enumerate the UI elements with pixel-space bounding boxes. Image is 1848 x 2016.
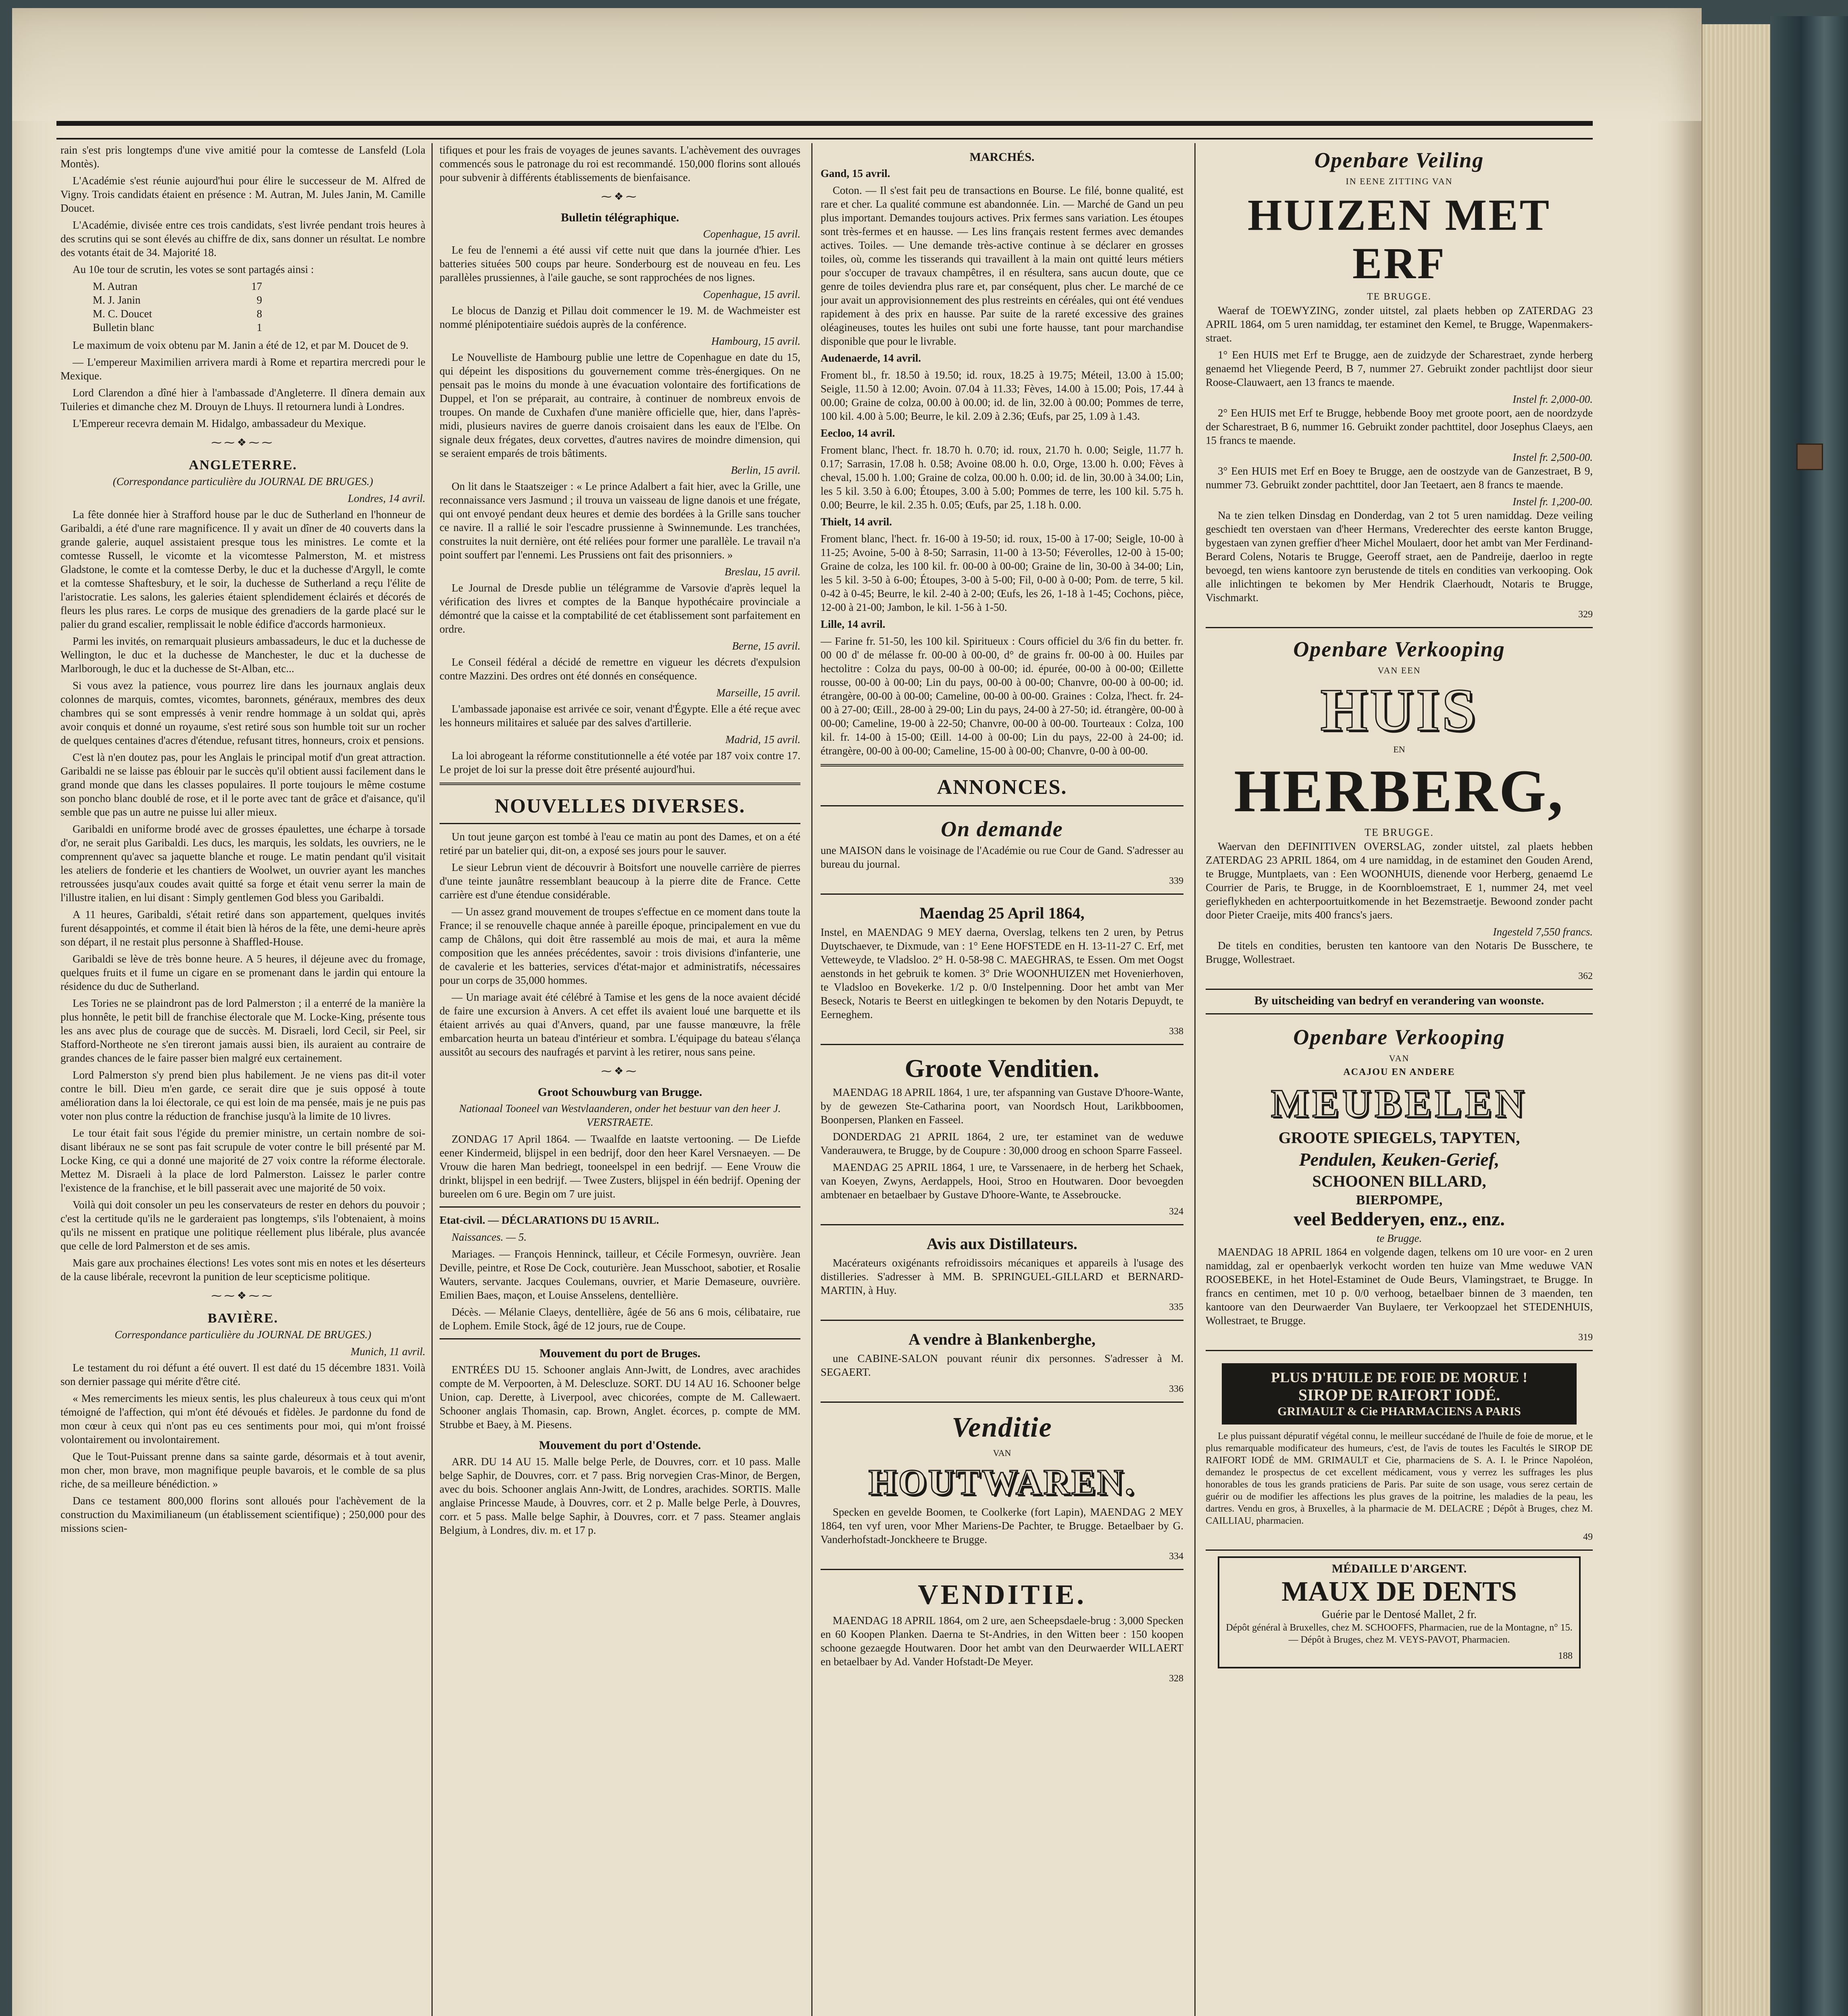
section-heading-schouwburg: Groot Schouwburg van Brugge.: [538, 1085, 702, 1099]
paragraph: Le maximum de voix obtenu par M. Janin a été de 12, et par M. Doucet de 9.: [73, 339, 409, 351]
dateline: Munich, 11 avril.: [350, 1345, 425, 1358]
ad-body: MAENDAG 25 APRIL 1864, 1 ure, te Varssenaere, in de herberg het Schaek, van Koeyen, Zwyns, Aerdappels, Hooi, Stroo en Houtwaren. Door bevoegden ambtenaer en betaelbaer by Gustave D'hoore-Wante, te Assebroucke.: [821, 1161, 1183, 1201]
market-name: Lille, 14 avril.: [821, 618, 885, 630]
paragraph: — Un assez grand mouvement de troupes s'effectue en ce moment dans toute la France; il se renouvelle chaque année à pareille époque, principalement en vue du camp de Châlons, qui doit être rassemblé au mois de mai, et aura la même composition que les années précédentes, savoir : trois divisions d'infanterie, une de cavalerie et les batteries, services d'état-major et administratifs, nécessaires pour un corps de 35,000 hommes.: [440, 906, 800, 986]
ad-title: VENDITIE.: [918, 1579, 1086, 1610]
section-heading-port-ostende: Mouvement du port d'Ostende.: [539, 1439, 701, 1452]
ad-subtitle: TE BRUGGE.: [1365, 827, 1434, 838]
dateline: Breslau, 15 avril.: [725, 566, 800, 578]
ad-body: 3° Een HUIS met Erf en Boey te Brugge, aen de oostzyde van de Ganzestraet, B 9, nummer 73. Gebruikt zonder pachttitel, door Jan Teetaert, aen 8 francs te maende.: [1206, 465, 1593, 491]
vote-row: M. Autran 17: [93, 280, 262, 292]
ad-number: 334: [1169, 1551, 1183, 1562]
paragraph: rain s'est pris longtemps d'une vive amitié pour la comtesse de Lansfeld (Lola Montès).: [60, 144, 425, 170]
paragraph: L'Empereur recevra demain M. Hidalgo, ambassadeur du Mexique.: [73, 417, 366, 429]
section-heading-etat-civil: Etat-civil. — DÉCLARATIONS DU 15 AVRIL.: [440, 1214, 659, 1226]
ad-body: une CABINE-SALON pouvant réunir dix personnes. S'adresser à M. SEGAERT.: [821, 1352, 1183, 1378]
paragraph: ENTRÉES DU 15. Schooner anglais Ann-Jwitt, de Londres, avec arachides compte de M. Verpoorten, à M. Delescluze. SORT. DU 14 AU 16. Schooner belge Union, cap. Derette, à Liverpool, avec chicorées, compte de M. Callewaert. Schooner anglais Thomasin, cap. Brown, Anglet. écorces, p. compte de MM. Strubbe et Baey, à M. Piesens.: [440, 1364, 800, 1431]
ad-number: 335: [1169, 1302, 1183, 1312]
section-heading-marches: MARCHÉS.: [969, 150, 1035, 164]
ad-title: Venditie: [952, 1412, 1052, 1443]
ad-price: Instel fr. 2,000-00.: [1513, 393, 1593, 405]
ad-body: De titels en condities, berusten ten kantoore van den Notaris De Busschere, te Brugge, Wollestraet.: [1206, 939, 1593, 965]
ad-openbare-veiling: [1206, 143, 1593, 628]
dateline: Berne, 15 avril.: [732, 640, 800, 652]
market-name: Thielt, 14 avril.: [821, 516, 892, 528]
ad-title: A vendre à Blankenberghe,: [908, 1330, 1096, 1348]
paragraph: Lord Palmerston s'y prend bien plus habilement. Je ne viens pas dit-il voter contre le bill. Dieu m'en garde, ce serait dire que je suis opposé à toute amélioration dans la loi électorale, ce qui est loin de ma pensée, mais je ne puis pas voter non plus contre la réduction de franchise jusqu'à la limite de 10 livres.: [60, 1069, 425, 1122]
ad-subtitle: VAN: [1389, 1053, 1410, 1063]
column-4: [1206, 143, 1593, 2016]
paragraph: A 11 heures, Garibaldi, s'était retiré dans son appartement, quelques invités furent désappointés, et comme il était bien là héros de la fête, une demi-heure après son départ, il ne restait plus personne à Shaffled-House.: [60, 908, 425, 948]
ad-number: 329: [1578, 609, 1593, 620]
ad-subtitle: Guérie par le Dentosé Mallet, 2 fr.: [1321, 1608, 1477, 1621]
ad-verkooping-meubelen: [1206, 1020, 1593, 1351]
paragraph: Lord Clarendon a dîné hier à l'ambassade d'Angleterre. Il dînera demain aux Tuileries et dimanche chez M. Drouyn de Lhuys. Il retournera lundi à Londres.: [60, 387, 425, 412]
ad-number: 339: [1169, 876, 1183, 886]
paragraph: Si vous avez la patience, vous pourrez lire dans les journaux anglais deux colonnes de marquis, comtes, vicomtes, baronnets, généraux, membres des deux chambres qui se sont empressés à venir rendre hommage à un soldat qui, après avoir conquis et donné un royaume, s'est retiré sous son humble toit sur un rocher de quelques centaines d'acres d'étendue, refusant titres, honneurs, croix et pensions.: [60, 679, 425, 746]
paragraph: Le Nouvelliste de Hambourg publie une lettre de Copenhague en date du 15, qui dépeint les dispositions du gouvernement comme très-énergiques. On ne pensait pas le moins du monde à une évacuation volontaire des fortifications de Duppel, et l'on se préparait, au contraire, à continuer de nombreux envois de troupes. On mande de Cuxhafen d'une manière officielle que, hier, dans l'après-midi, plusieurs navires de guerre danois croisaient dans les eaux de l'Elbe. On signale deux frégates, deux corvettes, d'autres navires de moindre dimension, qui se seraient emparés de trois bâtiments.: [440, 351, 800, 459]
paragraph: Le testament du roi défunt a été ouvert. Il est daté du 15 décembre 1831. Voilà son dernier passage qui mérite d'être cité.: [60, 1362, 425, 1387]
paragraph: Le feu de l'ennemi a été aussi vif cette nuit que dans la journée d'hier. Les batteries situées 500 coups par heure. Sonderbourg est de nouveau en feu. Les parallèles prussiennes, à l'aile gauche, se sont rapprochées de nos lignes.: [440, 244, 800, 283]
section-rule: [440, 823, 800, 824]
ad-title: HERBERG,: [1234, 758, 1565, 825]
ad-title: HUIZEN MET ERF: [1247, 190, 1551, 288]
dateline: Berlin, 15 avril.: [731, 464, 800, 476]
ad-title: Openbare Veiling: [1314, 148, 1484, 172]
ad-price: Instel fr. 1,200-00.: [1513, 496, 1593, 508]
paragraph: Le sieur Lebrun vient de découvrir à Boitsfort une nouvelle carrière de pierres d'une teinte jaunâtre ressemblant beaucoup à la pierre dite de France. Cette carrière est d'une étendue considérable.: [440, 861, 800, 901]
paragraph: ARR. DU 14 AU 15. Malle belge Perle, de Douvres, corr. et 10 pass. Malle belge Saphir, de Douvres, corr. et 7 pass. Brig norvegien Cras-Minor, de Bergen, avec du bois. Schooner anglais Ann-Jwitt, de Londres, arachides. SORTIS. Malle anglaise Princesse Maude, à Douvres, corr. et 2 p. Malle belge Perle, à Douvres, corr. et 5 pass. Malle belge Saphir, à Douvres, corr. et 7 pass. Steamer anglais Belgium, à Londres, div. m. et 17 p.: [440, 1456, 800, 1536]
ad-price: Instel fr. 2,500-00.: [1513, 451, 1593, 463]
column-1: [60, 143, 425, 2016]
ad-body: Na te zien telken Dinsdag en Donderdag, van 2 tot 5 uren namiddag. Deze veiling geschiedt ten overstaen van d'heer Hermans, Vrederechter des eerste kanton Brugge, bygestaen van zynen greffier d'heer Michel Moulaert, door het ambt van Mer Ferdinand-Berard Colens, Notaris te Brugge, Geeroff straet, aen de Pandreije, daerloo in regte bevoegd, ten wiens kantoore zyn berustende de titels en condities van verkooping. Ook alle inlichtingen te bekomen by Mer Hendrik Claerhoudt, Notaris te Brugge, Vischmarkt.: [1206, 509, 1593, 604]
ad-number: 324: [1169, 1206, 1183, 1217]
ad-line: BIERPOMPE,: [1356, 1193, 1443, 1208]
ad-title: HOUTWAREN.: [868, 1462, 1136, 1502]
vote-row: M. J. Janin 9: [93, 294, 262, 306]
paragraph: « Mes remerciments les mieux sentis, les plus chaleureux à tous ceux qui m'ont témoigné de l'affection, qui m'ont été dévoués et fidèles. Je pardonne du fond de mon cœur à ceux qui n'ont pas eu ces sentiments pour moi, qui m'ont froissé volontairement ou involontairement.: [60, 1392, 425, 1445]
column-3: [821, 143, 1183, 2016]
banner-line: PLUS D'HUILE DE FOIE DE MORUE !: [1271, 1369, 1528, 1385]
section-rule: [440, 1206, 800, 1208]
section-rule: [821, 764, 1183, 766]
paragraph: — L'empereur Maximilien arrivera mardi à Rome et repartira mercredi pour le Mexique.: [60, 356, 425, 382]
section-rule: [440, 783, 800, 785]
ad-subtitle: ACAJOU EN ANDERE: [1343, 1067, 1455, 1077]
ad-body: 1° Een HUIS met Erf te Brugge, aen de zuidzyde der Scharestraet, zynde herberg genaemd het Vliegende Peerd, B 7, nummer 27. Gebruikt zonder pachtlijst door sieur Roose-Clauwaert, aen 13 francs te maende.: [1206, 349, 1593, 388]
market-name: Gand, 15 avril.: [821, 167, 890, 179]
ornament-divider: ⁓⁓❖⁓⁓: [211, 1290, 275, 1302]
section-heading-angleterre: ANGLETERRE.: [189, 458, 297, 473]
paragraph: L'Académie, divisée entre ces trois candidats, s'est livrée pendant trois heures à des scrutins qui se sont élevés au chiffre de dix, sans donner un résultat. Le nombre des votants était de 34. Majorité 18.: [60, 219, 425, 258]
ad-subtitle: EN: [1393, 744, 1405, 754]
ad-line: SCHOONEN BILLARD,: [1312, 1172, 1486, 1190]
ad-body: MAENDAG 18 APRIL 1864, om 2 ure, aen Scheepsdaele-brug : 3,000 Specken en 60 Koopen Planken. Daerna te St-Andries, in den Witten beer : 150 koopen schoone gezaegde Houtwaren. Door het ambt van den Deurwaerder WILLAERT en betaelbaer by Ad. Vander Hofstadt-De Meyer.: [821, 1614, 1183, 1668]
ad-banner: [1222, 1363, 1577, 1425]
ad-title: MAUX DE DENTS: [1281, 1576, 1517, 1607]
ad-title: MEUBELEN: [1271, 1081, 1528, 1126]
ad-number: 362: [1578, 971, 1593, 981]
ad-maendag: [821, 899, 1183, 1045]
ad-title: Openbare Verkooping: [1293, 637, 1505, 661]
paragraph: L'ambassade japonaise est arrivée ce soir, venant d'Égypte. Elle a été reçue avec les honneurs militaires et saluée par des salves d'artillerie.: [440, 703, 800, 729]
ad-line: Pendulen, Keuken-Gerief,: [1299, 1149, 1500, 1170]
ad-body: Waervan den DEFINITIVEN OVERSLAG, zonder uitstel, zal plaets hebben ZATERDAG 23 APRIL 1864, om 4 ure namiddag, in de estaminet den Gouden Arend, te Brugge, Muntplaets, van : Een WOONHUIS, dienende voor Herberg, genaemd Le Courrier de Paris, te Brugge, in de Koornbloemstraet, E 1, nummer 24, met veel gerieflykheden en achterpoortuitkomende in het Bezemstraetje. Bewoond zonder pacht door Pieter Craeije, mits 400 francs's jaers.: [1206, 840, 1593, 921]
dispatch: [440, 565, 800, 636]
page-stack-edge: [1702, 24, 1771, 2016]
ad-line: veel Bedderyen, enz., enz.: [1294, 1208, 1505, 1230]
header-rule: [56, 121, 1593, 140]
paragraph: Naissances. — 5.: [452, 1231, 527, 1243]
paragraph: Le tour était fait sous l'égide du premier ministre, un certain nombre de soi-disant libéraux ne se sont pas fait scrupule de voter contre le bill présenté par M. Locke King, ce qui a donné une majorité de 27 voix contre la réforme électorale. Mettez M. Disraeli à la place de lord Palmerston. Laissez le parler contre l'existence de la franchise, et le bill passerait avec une majorité de 50 voix.: [60, 1127, 425, 1194]
paragraph: Dans ce testament 800,000 florins sont alloués pour l'achèvement de la construction du Maximilianeum (un établissement scientifique) ; 250,000 pour des missions scien-: [60, 1495, 425, 1534]
ad-body: une MAISON dans le voisinage de l'Académie ou rue Cour de Gand. S'adresser au bureau du journal.: [821, 844, 1183, 870]
paragraph: Garibaldi en uniforme brodé avec de grosses épaulettes, une écharpe à torsade d'or, ne serait plus Garibaldi. Les ducs, les marquis, les soldats, les ouvriers, ne le comprennent qu'avec sa jaquette blanche et rouge. Le matin pendant qu'il visitait les ateliers de fonderie et les chantiers de Woolwet, un ouvrier ayant les manches retroussées jusqu'aux coudes avait quitté sa forge et était venu serrer la main de l'illustre italien, en lui disant : Simply gentlemen God bless you Garibaldi.: [60, 823, 425, 904]
paragraph: ZONDAG 17 April 1864. — Twaalfde en laatste vertooning. — De Liefde eener Kindermeid, blijspel in een bedrijf, door den heer Karel Versnaeyen. — De Vrouw die haren Man bedriegt, tooneelspel in een bedrijf. — Eene Vrouw die drinkt, blijspel in een bedrijf. — Twee Zusters, blijspel in één bedrijf. Opening der bureelen om 6 ure. Begin om 7 ure juist.: [440, 1133, 800, 1200]
column-rule-2: [811, 143, 813, 2016]
dateline: Madrid, 15 avril.: [725, 733, 800, 746]
ad-maux-de-dents: [1218, 1556, 1581, 1668]
ad-avis-distillateurs: [821, 1229, 1183, 1321]
paragraph: On lit dans le Staatszeiger : « Le prince Adalbert a fait hier, avec la Grille, une reconnaissance vers Jasmund ; il trouva un vaisseau de ligne danois et une frégate, qui ont envoyé pendant deux heures et demie des bordées à la Grille sans toucher ce navire. Il a rallié le soir l'escadre prussienne à Swinnemunde. Les tranchées, construites la nuit dernière, ont été reliées pour former une parallèle. Le travail n'a point souffert par l'ennemi. Les Prussiens ont fait des prisonniers. »: [440, 480, 800, 561]
paragraph: tifiques et pour les frais de voyages de jeunes savants. L'achèvement des ouvrages commencés sous le patronage du roi est recommandé. 150,000 florins sont alloués pour subvenir à différents établissements de bienfaisance.: [440, 144, 800, 183]
ad-verkooping-huis-herberg: [1206, 632, 1593, 990]
ad-sirop-raifort: [1206, 1355, 1593, 1551]
ad-body: 2° Een HUIS met Erf te Brugge, hebbende Booy met groote poort, aen de noordzyde der Scharestraet, B 6, nummer 16. Gebruikt zonder pachttitel, door Josephus Claeys, aen 15 francs te maende.: [1206, 407, 1593, 446]
ad-on-demande: [821, 812, 1183, 895]
dispatch: [440, 287, 800, 331]
ad-venditie-2: [821, 1574, 1183, 1691]
ornament-divider: ⁓❖⁓: [601, 1065, 639, 1077]
dateline: Londres, 14 avril.: [348, 492, 425, 504]
ad-title: Groote Venditien.: [904, 1054, 1100, 1083]
section-subheading: Correspondance particulière du JOURNAL DE BRUGES.): [115, 1329, 371, 1341]
dispatch: [440, 733, 800, 776]
ad-subtitle: IN EENE ZITTING VAN: [1346, 176, 1453, 186]
vote-row: M. C. Doucet 8: [93, 308, 262, 320]
ad-number: 49: [1583, 1532, 1593, 1542]
section-heading-bulletin: Bulletin télégraphique.: [560, 211, 679, 224]
vote-row: Bulletin blanc 1: [93, 321, 262, 333]
dispatch: [440, 639, 800, 683]
column-rule-3: [1194, 143, 1196, 2016]
dateline: Marseille, 15 avril.: [716, 687, 800, 699]
dateline: Copenhague, 15 avril.: [703, 288, 800, 300]
ad-subtitle: VAN: [993, 1448, 1011, 1458]
ad-body: MAENDAG 18 APRIL 1864 en volgende dagen, telkens om 10 ure voor- en 2 uren namiddag, zal er openbaerlyk verkocht worden ten huize van Mme weduwe VAN ROOSEBEKE, in het Hotel-Estaminet de Oude Beurs, Vlamingstraet, te Brugge. In francs en centimen, met 10 p. 0/0 verhoog, betaelbaer binnen de 3 maenden, ten kantoore van den Deurwaerder Van Buylaere, ter Verkoopzael het STEDENHUIS, Wollestraet, te Brugge.: [1206, 1246, 1593, 1327]
ad-title: Avis aux Distillateurs.: [927, 1235, 1077, 1253]
dispatch: [440, 463, 800, 562]
paragraph: Garibaldi se lève de très bonne heure. A 5 heures, il déjeune avec du fromage, quelques fruits et il fume un cigare en se promenant dans le jardin qui entoure la résidence du duc de Sutherland.: [60, 953, 425, 992]
dispatch: [440, 686, 800, 729]
section-heading-annonces: ANNONCES.: [937, 776, 1067, 799]
ad-body: Specken en gevelde Boomen, te Coolkerke (fort Lapin), MAENDAG 2 MEY 1864, ten vyf uren, voor Mher Mariens-De Pachter, te Brugge. Betaelbaer by G. Vanderhofstadt-Jonckheere te Brugge.: [821, 1506, 1183, 1545]
paragraph: Voilà qui doit consoler un peu les conservateurs de rester en dehors du pouvoir ; c'est la certitude qu'ils ne le garderaient pas longtemps, s'ils l'obtenaient, à moins qu'ils ne missent en pratique une politique réellement plus libérale, plus avancée que celle de lord Palmerston et de ses amis.: [60, 1199, 425, 1252]
section-rule: [821, 805, 1183, 806]
market-name: Eecloo, 14 avril.: [821, 427, 895, 439]
dateline: Hambourg, 15 avril.: [711, 335, 800, 347]
market-prices: Froment bl., fr. 18.50 à 19.50; id. roux, 18.25 à 19.75; Méteil, 13.00 à 15.00; Seigle, 11.50 à 12.00; Avoin. 07.04 à 11.33; Fèves, 14.00 à 15.00; Pois, 17.44 à 00.00; Graine de colza, 00.00 à 00.00; id. de lin, 32.00 à 00.00; Pommes de terre, 100 kil. 4.00 à 5.00; Beurre, le kil. 2.09 à 2.36; Œufs, par 25, 1.09 à 1.43.: [821, 369, 1183, 422]
ad-body: Macérateurs oxigénants refroidissoirs mécaniques et appareils à l'usage des distilleries. S'adresser à MM. B. SPRINGUEL-GILLARD et BERNARD-MARTIN, à Huy.: [821, 1257, 1183, 1296]
banner-line: GRIMAULT & Cie PHARMACIENS A PARIS: [1277, 1405, 1521, 1418]
ad-body: Le plus puissant dépuratif végétal connu, le meilleur succédané de l'huile de foie de morue, et le plus remarquable modificateur des humeurs, c'est, de l'avis de toutes les Facultés le SIROP DE RAIFORT IODÉ de MM. GRIMAULT et Cie, pharmaciens de S. A. I. le Prince Napoléon, demandez le prospectus de cet excellent médicament, vous y verrez les suffrages les plus honorables de tous les grands praticiens de Paris. Par suite de son usage, vous serez certain de guérir ou de modifier les affections les plus graves de la poitrine, les maladies de la peau, les dartres. Vendu en gros, à Bruxelles, à la pharmacie de M. DELACRE ; Dépôt à Bruges, chez M. CAILLIAU, pharmacien.: [1206, 1431, 1593, 1526]
ad-price: Ingesteld 7,550 francs.: [1493, 926, 1593, 938]
ad-note: By uitscheiding van bedryf en verandering van woonste.: [1254, 994, 1544, 1007]
market-prices: — Farine fr. 51-50, les 100 kil. Spiritueux : Cours officiel du 3/6 fin du better. fr. 00 00 d' de mélasse fr. 00-00 à 00-00, d° de grains fr. 00-00 à 00. Huiles par hectolitre : Colza du pays, 00-00 à 00-00; id. épurée, 00-00 à 00-00; Œillette rousse, 00-00 à 00-00; Lin du pays, 00-00 à 00-00; Chanvre, 00-00 à 00-00; id. étrangère, 00-00 à 00-00; Cameline, 00-00 à 00-00. Graines : Colza, l'hect. fr. 24-00 à 27-00; Œill., 28-00 à 29-00; Lin du pays, 24-00 à 27-50; id. étrangère, 00-00 à 00-00; Cameline, 19-00 à 22-50; Chanvre, 00-00 à 00-00. Tourteaux : Colza, 100 kil. fr. 14-00 à 15-00; Œill. 14-00 à 00-00; Lin du pays, 22-00 à 24-00; id. étrangère, 00-00 à 00-00; Cameline, 15-00 à 00-00; Chanvre, 0-00 à 00-00.: [821, 635, 1183, 757]
paragraph: Mariages. — François Henninck, tailleur, et Cécile Formesyn, ouvrière. Jean Deville, peintre, et Rose De Cock, couturière. Jean Musschoot, sabotier, et Rosalie Wauters, servante. Jacques Coulemans, ouvrier, et Marie Demaseure, ouvrière. Emilien Baes, maçon, et Louise Ansselens, dentellière.: [440, 1248, 800, 1301]
ad-number: 338: [1169, 1026, 1183, 1037]
ad-venditie-houtwaren: [821, 1407, 1183, 1570]
paragraph: Un tout jeune garçon est tombé à l'eau ce matin au pont des Dames, et on a été retiré par un batelier qui, dit-on, a exposé ses jours pour le sauver.: [440, 831, 800, 856]
ad-subtitle: te Brugge.: [1376, 1232, 1422, 1244]
section-subheading: (Correspondance particulière du JOURNAL DE BRUGES.): [113, 475, 373, 487]
section-rule: [1206, 1013, 1593, 1014]
ad-title: On demande: [941, 817, 1063, 841]
ad-body: Waeraf de TOEWYZING, zonder uitstel, zal plaets hebben op ZATERDAG 23 APRIL 1864, om 5 uren namiddag, ter estaminet den Kemel, te Brugge, Wapenmakers-straet.: [1206, 304, 1593, 344]
ad-subtitle: VAN EEN: [1377, 665, 1421, 675]
ad-subtitle: TE BRUGGE.: [1367, 292, 1431, 302]
dateline: Copenhague, 15 avril.: [703, 228, 800, 240]
dispatch: [440, 227, 800, 284]
ad-body: Dépôt général à Bruxelles, chez M. SCHOOFFS, Pharmacien, rue de la Montagne, n° 15. — Dépôt à Bruges, chez M. VEYS-PAVOT, Pharmacien.: [1226, 1622, 1573, 1645]
ad-a-vendre: [821, 1325, 1183, 1403]
vote-table: [93, 279, 425, 334]
section-heading-baviere: BAVIÈRE.: [207, 1311, 279, 1326]
banner-line: SIROP DE RAIFORT IODÉ.: [1298, 1386, 1500, 1404]
ad-subtitle: MÉDAILLE D'ARGENT.: [1331, 1562, 1467, 1575]
paragraph: Le blocus de Danzig et Pillau doit commencer le 19. M. de Wachmeister est nommé plénipotentiaire suédois auprès de la conférence.: [440, 304, 800, 330]
paragraph: Mais gare aux prochaines élections! Les votes sont mis en notes et les déserteurs de la cause libérale, recevront la punition de leur scepticisme politique.: [60, 1257, 425, 1283]
ad-number: 328: [1169, 1673, 1183, 1684]
section-heading-nouvelles: NOUVELLES DIVERSES.: [494, 794, 746, 817]
paragraph: — Un mariage avait été célébré à Tamise et les gens de la noce avaient décidé de faire une excursion à Anvers. A cet effet ils avaient loué une barquette et ils étaient arrivés au quai d'Anvers, quand, par une fausse manœuvre, la frêle embarcation heurta un bateau d'intérieur et sombra. L'équipage du bateau s'élança aussitôt au secours des naufragés et parvint à les retirer, nous sans peine.: [440, 991, 800, 1058]
ad-body: DONDERDAG 21 APRIL 1864, 2 ure, ter estaminet van de weduwe Vanderauwera, te Brugge, by de Coupure : 30,000 droog en schoon Sparre Fasseel.: [821, 1131, 1183, 1156]
dispatch: [440, 334, 800, 460]
ornament-divider: ⁓❖⁓: [601, 191, 639, 202]
paragraph: Les Tories ne se plaindront pas de lord Palmerston ; il a enterré de la manière la plus honnête, le petit bill de franchise électorale que M. Locke-King, présente tous les ans avec plus de courage que de succès. M. Disraeli, lord Cecil, sir Peel, sir Stafford-Northeote ne s'en tireront jamais aussi bien, ils auraient au contraire de grandes chances de le faire passer bien malgré eux certainement.: [60, 997, 425, 1064]
section-rule: [440, 1338, 800, 1339]
ad-body: MAENDAG 18 APRIL 1864, 1 ure, ter afspanning van Gustave D'hoore-Wante, by de gewezen Ste-Catharina poort, van Noordsch Hout, Larikbboomen, Boonpersen, Planken en Fasseel.: [821, 1086, 1183, 1126]
paragraph: La fête donnée hier à Strafford house par le duc de Sutherland en l'honneur de Garibaldi, a été d'une rare magnificence. Il y avait un dîner de 40 couverts dans la grande galerie, auquel assistaient presque tous les ministres. Le comte et la comtesse Russell, le vicomte et la vicomtesse Palmerston, M. et mistress Gladstone, le comte et la comtesse Derby, le duc et la duchesse d'Argyll, le comte et la comtesse Shaftesbury, et le soir, la duchesse de Sutherland a reçu l'élite de l'aristocratie. Les salons, les galeries étaient splendidement éclairés et décorés de fleurs les plus rares. Le corps de musique des grenadiers de la garde placé sur le palier du grand escalier, remplissait le noble édifice d'accords harmonieux.: [60, 508, 425, 630]
column-2: [440, 143, 800, 2016]
market-name: Audenaerde, 14 avril.: [821, 352, 921, 364]
book-binding: [1770, 16, 1848, 2016]
ad-line: GROOTE SPIEGELS, TAPYTEN,: [1278, 1129, 1520, 1147]
binding-label: [1796, 444, 1823, 470]
ornament-divider: ⁓⁓❖⁓⁓: [211, 437, 275, 448]
ad-title: Maendag 25 April 1864,: [919, 904, 1085, 922]
paragraph: Le Conseil fédéral a décidé de remettre en vigueur les décrets d'expulsion contre Mazzini. Des ordres ont été donnés en conséquence.: [440, 656, 800, 682]
market-prices: Froment blanc, l'hect. fr. 16-00 à 19-50; id. roux, 15-00 à 17-00; Seigle, 10-00 à 11-25; Avoine, 5-00 à 8-50; Sarrasin, 11-00 à 13-50; Féverolles, 12-00 à 15-00; Graine de colza, les 100 kil. fr. 00-00 à 00-00; Graine de lin, 30-00 à 34-00; Lin, les 5 kil. 3-50 à 6-00; Étoupes, 3-00 à 5-00; Fil, 0-00 à 0-00; Pom. de terre, 5 kil. 0-42 à 0-45; Beurre, le kil. 2-40 à 2-00; Œufs, les 26, 1-18 à 1-45; Cochons, pièce, 12-00 à 21-00; Jambon, le kil. 1-56 à 1-50.: [821, 533, 1183, 613]
ad-title: Openbare Verkooping: [1293, 1025, 1505, 1049]
previous-page-fold: [12, 8, 1702, 121]
column-rule-1: [431, 143, 433, 2016]
paragraph: Décès. — Mélanie Claeys, dentellière, âgée de 56 ans 6 mois, célibataire, rue de Lophem. Emile Stock, âgé de 12 jours, rue de Coupe.: [440, 1306, 800, 1332]
paragraph: Au 10e tour de scrutin, les votes se sont partagés ainsi :: [73, 263, 314, 275]
ad-number: 188: [1558, 1651, 1573, 1661]
paragraph: Parmi les invités, on remarquait plusieurs ambassadeurs, le duc et la duchesse de Wellington, le duc et la duchesse de Manchester, le duc et la duchesse de Marlborough, le duc et la duchesse de St-Alban, etc...: [60, 635, 425, 675]
ad-body: Instel, en MAENDAG 9 MEY daerna, Overslag, telkens ten 2 uren, by Petrus Duytschaever, te Dixmude, van : 1° Eene HOFSTEDE en H. 13-11-27 C. Erf, met Vetteweyde, te Vladsloo. 2° H. 0-58-98 C. MAEGHRAS, te Essen. Om met Oogst aenstonds in het gebruik te komen. 3° Drie WOONHUIZEN met Hovenierhoven, te Vladsloo en Bovekerke. 1/2 p. 0/0 Instelpenning. Door het ambt van Mer Beseck, Notaris te Beerst en uitlegkingen te bekomen by den Notaris Depuydt, te Eerneghem.: [821, 926, 1183, 1020]
market-prices: Froment blanc, l'hect. fr. 18.70 h. 0.70; id. roux, 21.70 h. 0.00; Seigle, 11.77 h. 0.17; Sarrasin, 17.08 h. 0.58; Avoine 08.00 h. 0.0, Orge, 13.00 h. 0.00; Fèves à cheval, 15.00 h. 1.00; Graine de colza, 00.00 h. 0.00; id. de lin, 30.00 à 34.00; Lin, les 5 kil. 3.50 à 6.00; Étoupes, 3.00 à 5.00; Pommes de terre, les 100 kil. 5.75 h. 0.00; Beurre, le kil. 2.35 h. 0.05; Œufs, par 25, 1.18 h. 0.00.: [821, 444, 1183, 511]
ad-number: 336: [1169, 1384, 1183, 1394]
ad-number: 319: [1578, 1332, 1593, 1343]
paragraph: Que le Tout-Puissant prenne dans sa sainte garde, désormais et à tout avenir, mon cher, mon brave, mon magnifique peuple bavarois, et le comble de sa plus riche, de sa meilleure bénédiction. »: [60, 1450, 425, 1490]
paragraph: L'Académie s'est réunie aujourd'hui pour élire le successeur de M. Alfred de Vigny. Trois candidats étaient en présence : M. Autran, M. Jules Janin, M. Camille Doucet.: [60, 175, 425, 214]
ad-groote-venditien: [821, 1049, 1183, 1225]
paragraph: Coton. — Il s'est fait peu de transactions en Bourse. Le filé, bonne qualité, est rare et cher. La qualité commune est abandonnée. Lin. — Marché de Gand un peu plus important. Demandes toujours actives. Prix fermes sans variation. Les étoupes sont très-fermes et en hausse. — Les lins français restent fermes avec demandes actives. Toiles. — Une demande très-active continue à se déclarer en grosses toiles, où, comme les tisserands qui travaillent à la main ont quitté leurs métiers pour s'occuper de travaux champêtres, il en résultera, sans aucun doute, que ce genre de toiles deviendra plus rare et, par conséquent, plus cher. Le marché de ce jour avait un approvisionnement des plus restreints en céréales, qui ont été vendues rapidement à des prix en hausse. Par suite de la rareté excessive des graines oléagineuses, toutes les huiles ont subi une forte hausse, tant pour marchandise disponible que pour le livrable.: [821, 184, 1183, 347]
paragraph: La loi abrogeant la réforme constitutionnelle a été votée par 187 voix contre 17. Le projet de loi sur la presse doit être présenté aujourd'hui.: [440, 750, 800, 775]
paragraph: C'est là n'en doutez pas, pour les Anglais le principal motif d'un great attraction. Garibaldi ne se laisse pas éblouir par le succès qu'il obtient aussi facilement dans le grand monde que dans les classes populaires. Il porte toujours le même costume son poncho blanc doublé de rose, et il le porte avec tant de grâce et d'aisance, qu'il semble que pas un autre ne puisse lui aller mieux.: [60, 751, 425, 818]
section-subheading: Nationaal Tooneel van Westvlaanderen, onder het bestuur van den heer J. VERSTRAETE.: [459, 1102, 781, 1128]
paragraph: Le Journal de Dresde publie un télégramme de Varsovie d'après lequel la vérification des livres et comptes de la Banque hypothécaire provinciale a démontré que la caisse et la comptabilité de cet établissement sont parfaitement en ordre.: [440, 582, 800, 635]
ad-title: HUIS: [1320, 677, 1478, 744]
section-heading-port-bruges: Mouvement du port de Bruges.: [539, 1347, 701, 1360]
